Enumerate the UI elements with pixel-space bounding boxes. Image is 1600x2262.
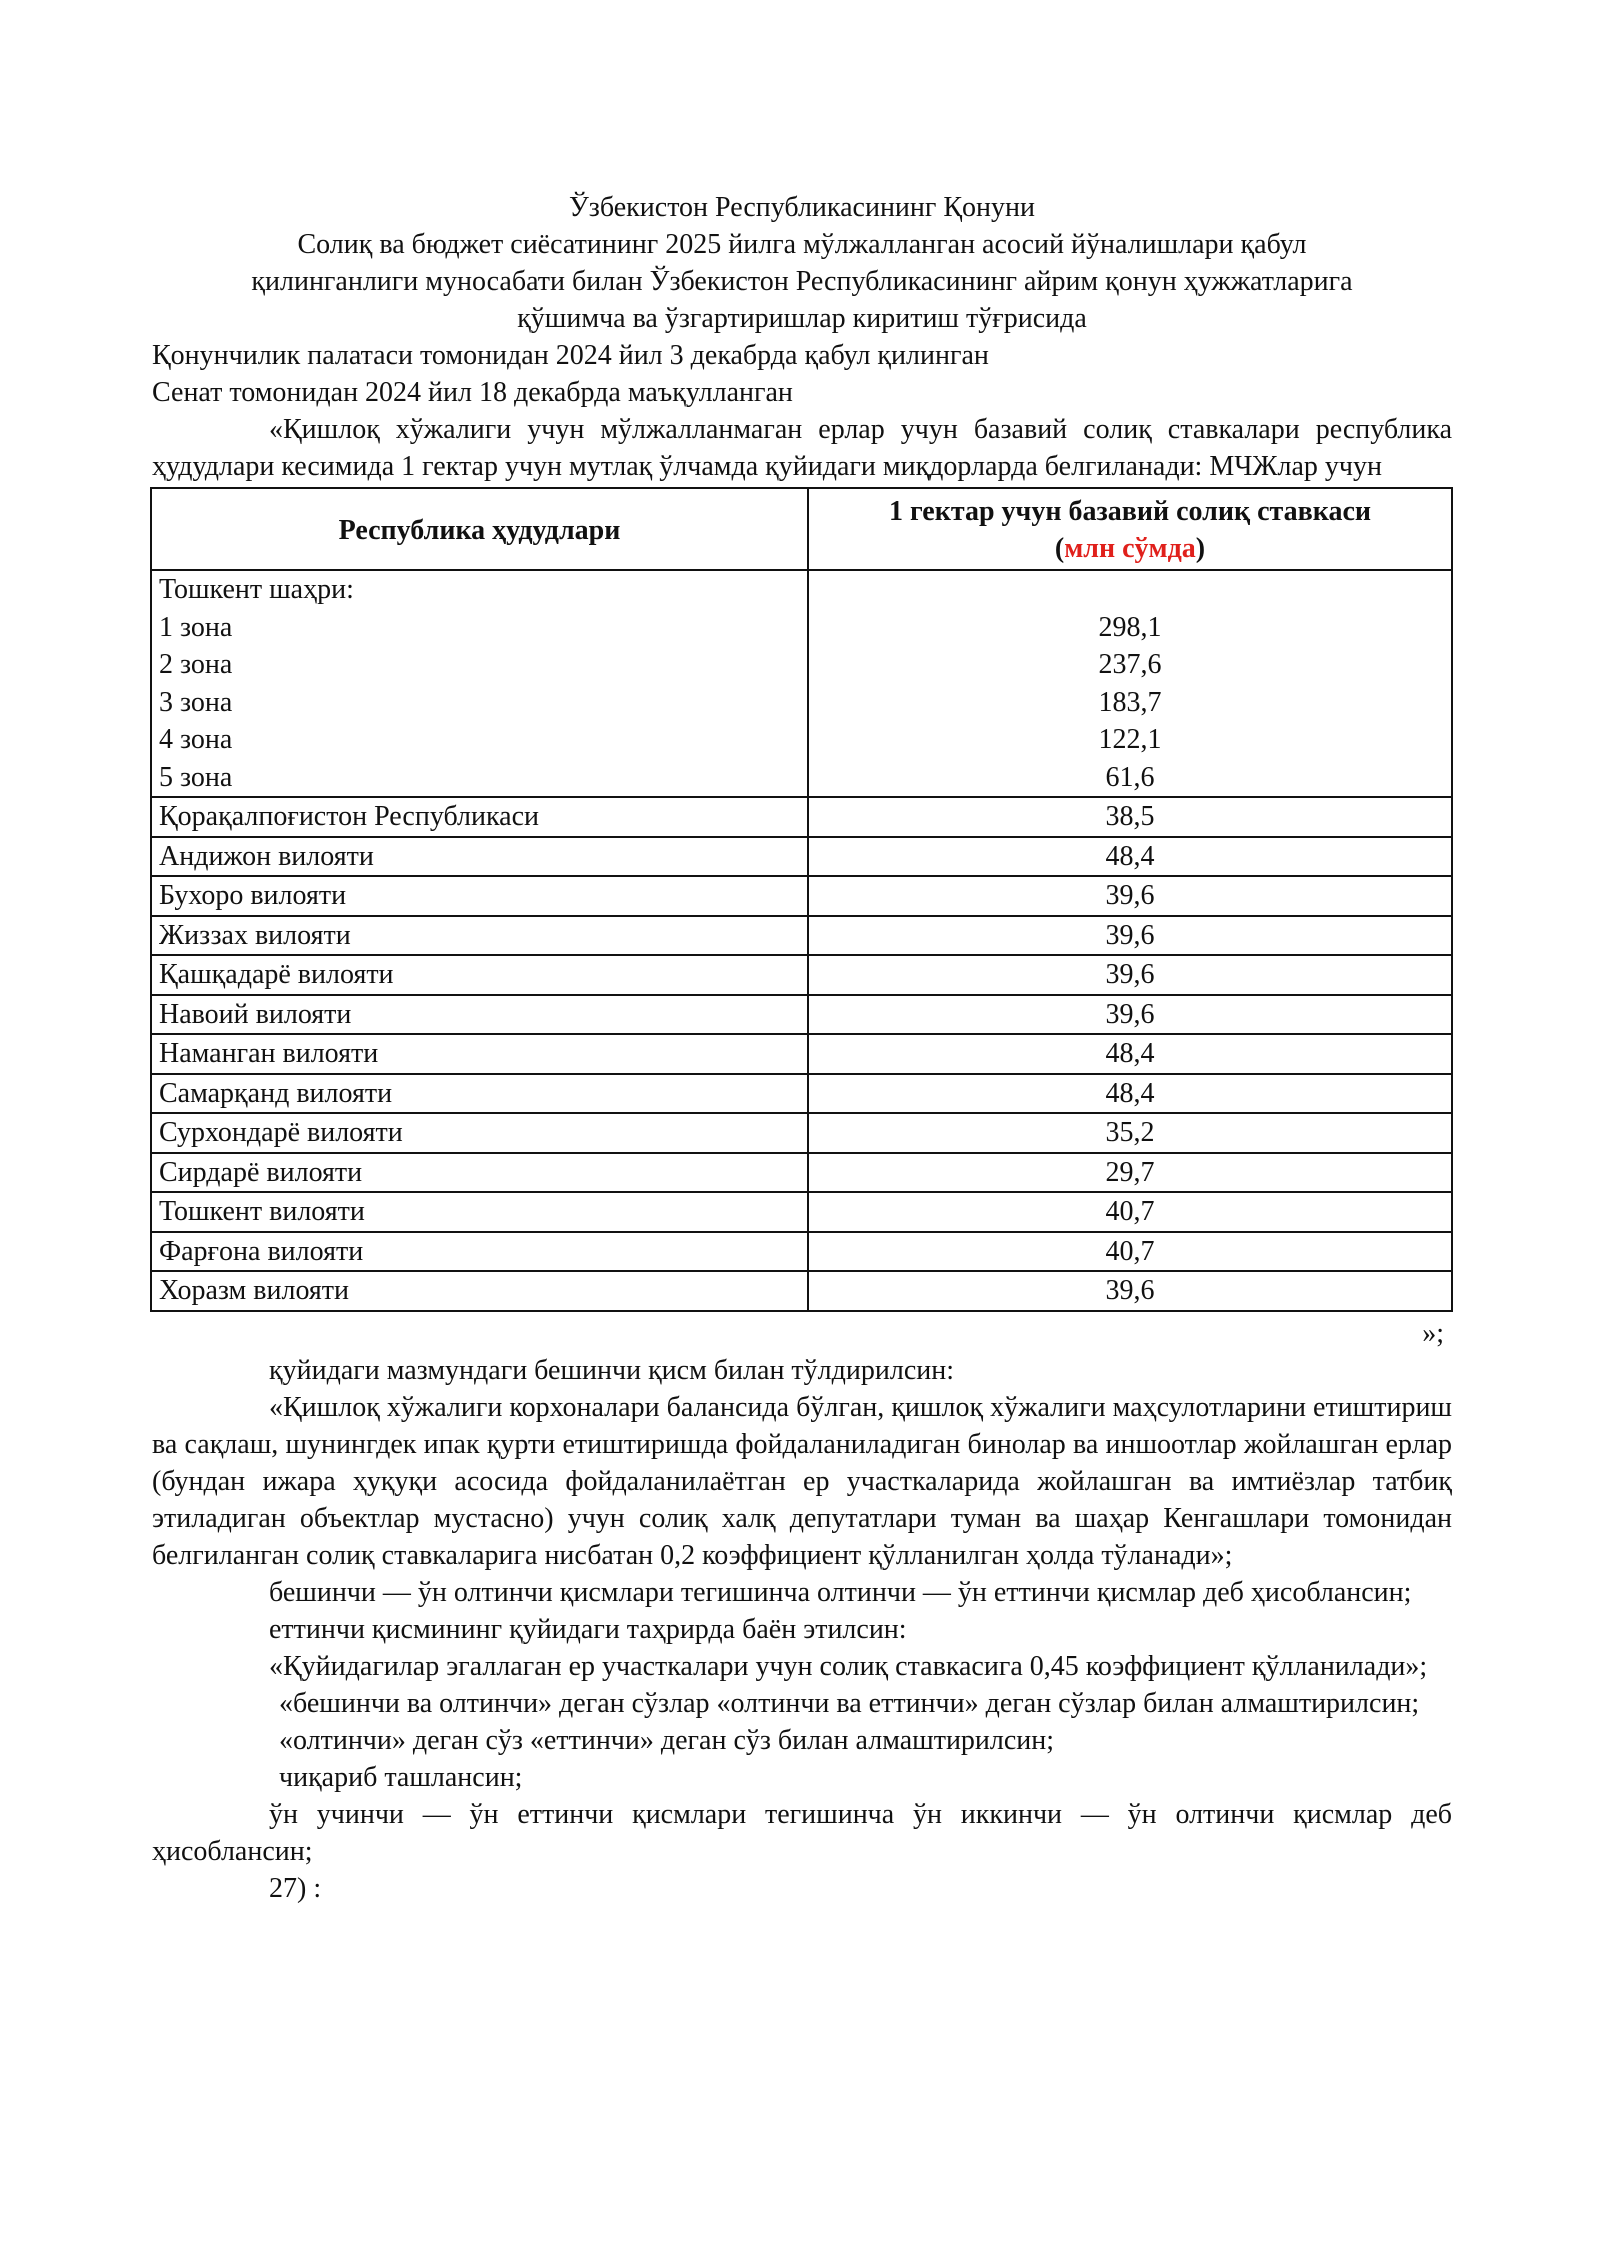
law-subtitle-line-1: Солиқ ва бюджет сиёсатининг 2025 йилга мўлжалланган асосий йўналишлари қабул: [297, 229, 1307, 260]
table-row: [151, 1074, 1452, 1114]
body-paragraph-5: «Қуйидагилар эгаллаган ер участкалари учун солиқ ставкасига 0,45 коэффициент қўлланилади»;: [269, 1650, 1428, 1682]
region-rate: 38,5: [808, 797, 1452, 837]
region-rate: 39,6: [808, 876, 1452, 916]
region-rate: 39,6: [808, 995, 1452, 1035]
body-paragraph-3: бешинчи — ўн олтинчи қисмлари тегишинча олтинчи — ўн еттинчи қисмлар деб ҳисоблансин;: [269, 1576, 1412, 1608]
zone-value: 122,1: [1098, 724, 1162, 755]
region-name: Жиззах вилояти: [151, 916, 808, 956]
body-paragraph-6: «бешинчи ва олтинчи» деган сўзлар «олтинчи ва еттинчи» деган сўзлар билан алмаштирилсин;: [279, 1687, 1420, 1719]
rate-header-close-paren: ): [1195, 533, 1206, 564]
body-paragraph-9: ўн учинчи — ўн еттинчи қисмлари тегишинча ўн иккинчи — ўн олтинчи қисмлар деб ҳисоблансин;: [152, 1798, 1452, 1867]
region-name: Фарғона вилояти: [151, 1232, 808, 1272]
region-name: Самарқанд вилояти: [151, 1074, 808, 1114]
table-row: [151, 797, 1452, 837]
table-header-rate: [808, 488, 1452, 570]
table-row: [151, 955, 1452, 995]
zone-name: 2 зона: [159, 649, 233, 680]
table-row: [151, 1153, 1452, 1193]
table-row: [151, 876, 1452, 916]
body-paragraph-2: «Қишлоқ хўжалиги корхоналари балансида бўлган, қишлоқ хўжалиги маҳсулотларини етиштириш ва сақлаш, шунингдек ипак қурти етиштиришда фойдаланиладиган бинолар ва иншоотлар жойлашган ерлар (бундан ижара ҳуқуқи асосида фойдаланилаётган ер участкаларида жойлашган ва имтиёзлар татбиқ этиладиган объектлар мустасно) учун солиқ халқ депутатлари туман ва шаҳар Кенгашлари томонидан белгиланган солиқ ставкаларига нисбатан 0,2 коэффициент қўлланилган ҳолда тўланади»;: [152, 1391, 1452, 1571]
region-name: Қорақалпоғистон Республикаси: [151, 797, 808, 837]
body-paragraph-10: 27) :: [269, 1872, 322, 1904]
body-paragraph-4: еттинчи қисмининг қуйидаги таҳрирда баён этилсин:: [269, 1613, 907, 1645]
table-row: [151, 1192, 1452, 1232]
region-name: Андижон вилояти: [151, 837, 808, 877]
region-rate: 39,6: [808, 1271, 1452, 1311]
region-name: Сурхондарё вилояти: [151, 1113, 808, 1153]
rate-header-text: 1 гектар учун базавий солиқ ставкаси: [888, 496, 1372, 527]
region-name: Тошкент вилояти: [151, 1192, 808, 1232]
law-subtitle-line-3: қўшимча ва ўзгартиришлар киритиш тўғрисида: [517, 303, 1087, 334]
table-header-regions: Республика ҳудудлари: [151, 488, 808, 570]
zone-value: 61,6: [1105, 761, 1155, 793]
region-rate: 35,2: [808, 1113, 1452, 1153]
zone-value: 183,7: [1098, 686, 1162, 718]
adoption-note: Қонунчилик палатаси томонидан 2024 йил 3 декабрда қабул қилинган: [152, 340, 989, 371]
table-row: [151, 1232, 1452, 1272]
table-row: [151, 1113, 1452, 1153]
region-rate: 48,4: [808, 1074, 1452, 1114]
tashkent-city-label: Тошкент шаҳри:: [159, 574, 354, 605]
region-name: Наманган вилояти: [151, 1034, 808, 1074]
zone-name: 5 зона: [159, 761, 233, 793]
rate-header-open-paren: (: [1054, 533, 1065, 564]
region-name: Бухоро вилояти: [151, 876, 808, 916]
table-row: [151, 916, 1452, 956]
approval-note: Сенат томонидан 2024 йил 18 декабрда маъқулланган: [152, 377, 793, 408]
region-name: Қашқадарё вилояти: [151, 955, 808, 995]
table-row: [151, 1271, 1452, 1311]
body-paragraph-7: «олтинчи» деган сўз «еттинчи» деган сўз билан алмаштирилсин;: [279, 1724, 1055, 1756]
region-rate: 39,6: [808, 955, 1452, 995]
table-row: [151, 995, 1452, 1035]
zone-value: 298,1: [1098, 611, 1162, 643]
zone-value: 237,6: [1098, 649, 1162, 680]
document-page: [152, 189, 1452, 1907]
region-name: Навоий вилояти: [151, 995, 808, 1035]
region-rate: 48,4: [808, 837, 1452, 877]
region-rate: 48,4: [808, 1034, 1452, 1074]
table-header-row: [151, 488, 1452, 570]
table-row: [151, 837, 1452, 877]
table-closing-quote: »;: [1422, 1317, 1444, 1349]
tashkent-city-cell: [151, 570, 808, 797]
rate-header-unit: млн сўмда: [1064, 533, 1196, 564]
region-name: Сирдарё вилояти: [151, 1153, 808, 1193]
zone-name: 4 зона: [159, 724, 233, 755]
zone-name: 1 зона: [159, 611, 233, 643]
region-rate: 29,7: [808, 1153, 1452, 1193]
region-rate: 40,7: [808, 1232, 1452, 1272]
body-paragraph-8: чиқариб ташлансин;: [279, 1761, 523, 1793]
tax-rate-table: [150, 487, 1453, 1312]
table-row: [151, 1034, 1452, 1074]
region-name: Хоразм вилояти: [151, 1271, 808, 1311]
intro-paragraph: «Қишлоқ хўжалиги учун мўлжалланмаган ерлар учун базавий солиқ ставкалари республика ҳудудлари кесимида 1 гектар учун мутлақ ўлчамда қуйидаги миқдорларда белгиланади: МЧЖлар учун: [152, 414, 1452, 482]
law-title: Ўзбекистон Республикасининг Қонуни: [568, 192, 1036, 223]
body-paragraph-1: қуйидаги мазмундаги бешинчи қисм билан тўлдирилсин:: [269, 1354, 955, 1386]
tashkent-zone-values-cell: [808, 570, 1452, 797]
table-row-tashkent-city: [151, 570, 1452, 797]
region-rate: 40,7: [808, 1192, 1452, 1232]
zone-name: 3 зона: [159, 686, 233, 718]
law-subtitle-line-2: қилинганлиги муносабати билан Ўзбекистон Республикасининг айрим қонун ҳужжатларига: [251, 266, 1353, 297]
region-rate: 39,6: [808, 916, 1452, 956]
